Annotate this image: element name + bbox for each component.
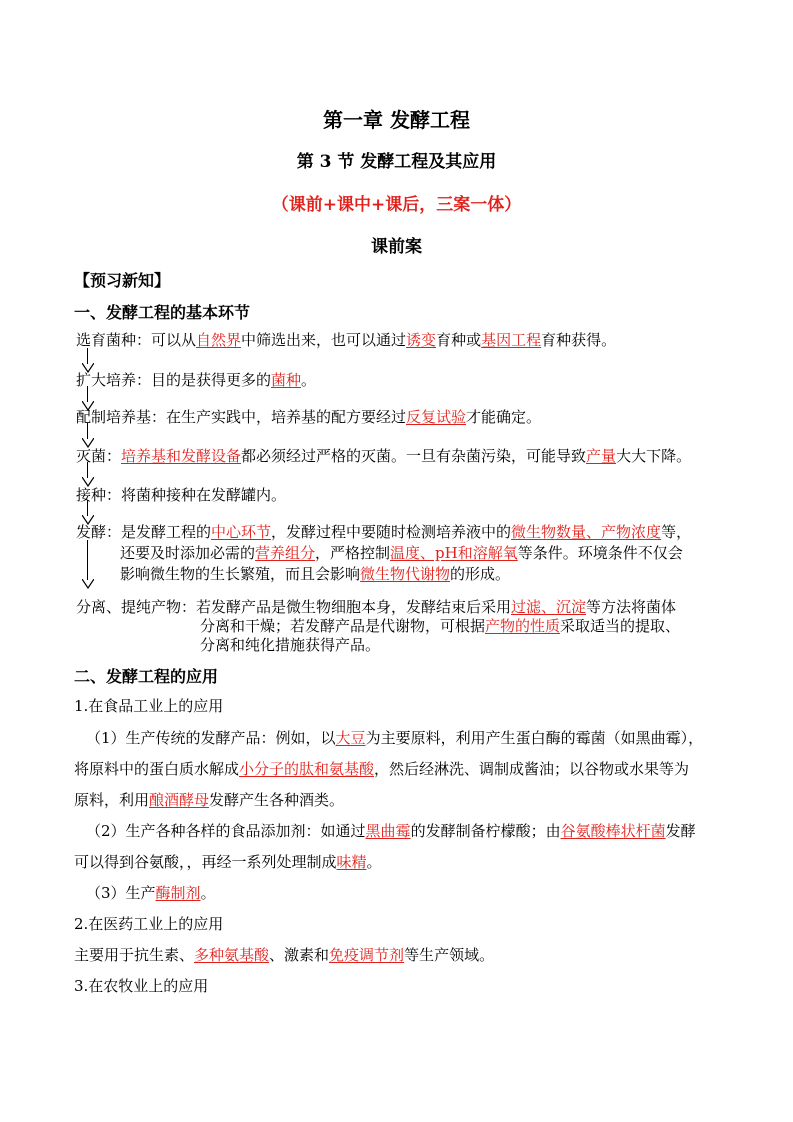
step-prepare-medium: 配制培养基：在生产实践中，培养基的配方要经过反复试验才能确定。 bbox=[76, 408, 542, 426]
food-line-4: （2）生产各种各样的食品添加剂：如通过黑曲霉的发酵制备柠檬酸；由谷氨酸棒状杆菌发酵 bbox=[86, 822, 696, 840]
medicine-heading: 2.在医药工业上的应用 bbox=[74, 915, 224, 933]
flow-arrow bbox=[82, 540, 94, 588]
step-expand-culture: 扩大培养：目的是获得更多的菌种。 bbox=[76, 371, 317, 389]
section-title: 第 3 节 发酵工程及其应用 bbox=[296, 152, 497, 172]
step-purify-line1: 分离、提纯产物：若发酵产品是微生物细胞本身，发酵结束后采用过滤、沉淀等方法将菌体 bbox=[76, 598, 677, 616]
food-line-3: 原料，利用酿酒酵母发酵产生各种酒类。 bbox=[74, 791, 345, 809]
preview-label: 【预习新知】 bbox=[74, 271, 171, 290]
subtitle: （课前+课中+课后，三案一体） bbox=[271, 195, 522, 215]
step-ferment-line3: 影响微生物的生长繁殖，而且会影响微生物代谢物的形成。 bbox=[120, 565, 511, 583]
food-line-6: （3）生产酶制剂。 bbox=[86, 884, 216, 902]
part1-heading: 一、发酵工程的基本环节 bbox=[74, 303, 251, 322]
medicine-line: 主要用于抗生素、多种氨基酸、激素和免疫调节剂等生产领域。 bbox=[74, 946, 495, 964]
food-line-1: （1）生产传统的发酵产品：例如，以大豆为主要原料，利用产生蛋白酶的霉菌（如黑曲霉）， bbox=[86, 729, 704, 747]
step-sterilize: 灭菌：培养基和发酵设备都必须经过严格的灭菌。一旦有杂菌污染，可能导致产量大大下降。 bbox=[76, 447, 692, 465]
step-purify-line3: 分离和纯化措施获得产品。 bbox=[200, 636, 381, 654]
chapter-title: 第一章 发酵工程 bbox=[323, 108, 470, 132]
case-title: 课前案 bbox=[371, 237, 422, 257]
step-inoculate: 接种：将菌种接种在发酵罐内。 bbox=[76, 486, 287, 504]
food-heading: 1.在食品工业上的应用 bbox=[74, 697, 224, 715]
step-ferment-line1: 发酵：是发酵工程的中心环节，发酵过程中要随时检测培养液中的微生物数量、产物浓度等， bbox=[76, 523, 692, 541]
step-select-strain: 选育菌种：可以从自然界中筛选出来，也可以通过诱变育种或基因工程育种获得。 bbox=[76, 331, 617, 349]
agriculture-heading: 3.在农牧业上的应用 bbox=[74, 977, 209, 995]
step-ferment-line2: 还要及时添加必需的营养组分，严格控制温度、pH和溶解氧等条件。环境条件不仅会 bbox=[120, 544, 683, 562]
food-line-2: 将原料中的蛋白质水解成小分子的肽和氨基酸，然后经淋洗、调制成酱油；以谷物或水果等为 bbox=[74, 760, 690, 778]
step-purify-line2: 分离和干燥；若发酵产品是代谢物，可根据产物的性质采取适当的提取、 bbox=[200, 617, 681, 635]
food-line-5: 可以得到谷氨酸，，再经一系列处理制成味精。 bbox=[74, 853, 382, 871]
part2-heading: 二、发酵工程的应用 bbox=[74, 667, 219, 686]
